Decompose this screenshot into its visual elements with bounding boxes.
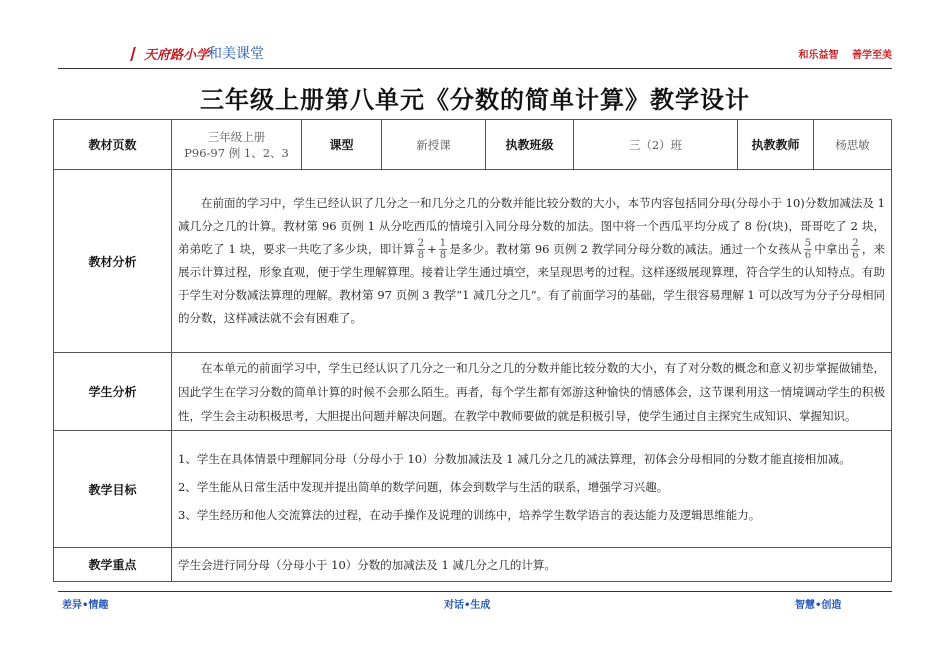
focus-text: 学生会进行同分母（分母小于 10）分数的加减法及 1 减几分之几的计算。 xyxy=(172,548,892,582)
goals-list xyxy=(172,431,892,548)
fraction-2-8: $\frac{2}{8}$ xyxy=(417,238,425,262)
goal-item-3: 3、学生经历和他人交流算法的过程，在动手操作及说理的训练中，培养学生数学语言的表达能力及逻辑思维能力。 xyxy=(178,508,761,522)
type-label: 课型 xyxy=(302,120,382,170)
document-title: 三年级上册第八单元《分数的简单计算》教学设计 xyxy=(200,86,750,114)
student-text: 在本单元的前面学习中，学生已经认识了几分之一和几分之几的分数并能比较分数的大小，有了对分数的概念和意义初步掌握做铺垫，因此学生在学习分数的简单计算的时候不会那么陌生。再者，每个学生都有郊游这种愉快的情感体会，这节课利用这一情境调动学生的积极性，学生会主动积极思考，大胆提出问题并解决问题。在教学中教师要做的就是积极引导，使学生通过自主探究生成知识、掌握知识。 xyxy=(172,353,892,431)
header-divider xyxy=(58,68,892,69)
logo-text: 天府路小学 xyxy=(144,48,210,63)
goal-item-2: 2、学生能从日常生活中发现并提出简单的数学问题，体会到数学与生活的联系，增强学习兴趣。 xyxy=(178,480,669,494)
material-text xyxy=(172,170,892,353)
fraction-5-6: $\frac{5}{6}$ xyxy=(804,238,812,262)
teacher-value: 杨思敏 xyxy=(814,120,892,170)
type-value: 新授课 xyxy=(382,120,486,170)
class-label: 执教班级 xyxy=(486,120,574,170)
student-row xyxy=(54,353,892,431)
focus-label: 教学重点 xyxy=(54,548,172,582)
material-text-b: 是多少。教材第 96 页例 2 教学同分母分数的减法。通过一个女孩从 xyxy=(449,241,802,256)
pages-value-line2: P96-97 例 1、2、3 xyxy=(184,145,289,160)
student-label: 学生分析 xyxy=(54,353,172,431)
school-logo xyxy=(132,44,209,63)
teacher-label: 执教教师 xyxy=(738,120,814,170)
material-row xyxy=(54,170,892,353)
brand-name: 和美课堂 xyxy=(208,46,264,62)
header-motto: 和乐益智 善学至美 xyxy=(798,50,892,61)
pages-label: 教材页数 xyxy=(54,120,172,170)
footer-center: 对话•生成 xyxy=(444,600,491,611)
pages-value xyxy=(172,120,302,170)
material-text-d: ，来展示计算过程，形象直观，便于学生理解算理。接着让学生通过填空，来呈现思考的过程。这样逐级展现算理，符合学生的认知特点。有助于学生对分数减法算理的理解。教材第 97 页例 3 教学“1 减几分之几”。有了前面学习的基础，学生很容易理解 1 可以改写为分子分母相同的分数，这样减法就不会有困难了。 xyxy=(178,241,885,326)
goals-row xyxy=(54,431,892,548)
pages-value-line1: 三年级上册 xyxy=(207,129,266,144)
class-value: 三（2）班 xyxy=(574,120,738,170)
goals-label: 教学目标 xyxy=(54,431,172,548)
logo-mark-icon xyxy=(130,47,144,61)
fraction-2-6: $\frac{2}{6}$ xyxy=(852,238,859,262)
page-header xyxy=(58,44,892,66)
goal-item-1: 1、学生在具体情景中理解同分母（分母小于 10）分数加减法及 1 减几分之几的减法算理，初体会分母相同的分数才能直接相加减。 xyxy=(178,452,851,466)
material-label: 教材分析 xyxy=(54,170,172,353)
material-text-a: 在前面的学习中，学生已经认识了几分之一和几分之几的分数并能比较分数的大小，本节内容包括同分母(分母小于 10)分数加减法及 1 减几分之几的计算。教材第 96 页例 1 从分吃西瓜的情境引入同分母分数的加法。图中将一个西瓜平均分成了 8 份(块)，哥哥吃了 2 块，弟弟吃了 1 块，要求一共吃了多少块，即计算 xyxy=(178,195,885,256)
material-text-c: 中拿出 xyxy=(814,241,850,256)
footer-divider xyxy=(58,591,892,592)
footer-right: 智慧•创造 xyxy=(795,600,842,611)
info-row xyxy=(54,120,892,170)
plus-sign: + xyxy=(427,241,437,256)
footer-left: 差异•情趣 xyxy=(62,600,109,611)
lesson-plan-table xyxy=(53,119,892,582)
fraction-1-8: $\frac{1}{8}$ xyxy=(439,238,447,262)
focus-row xyxy=(54,548,892,582)
